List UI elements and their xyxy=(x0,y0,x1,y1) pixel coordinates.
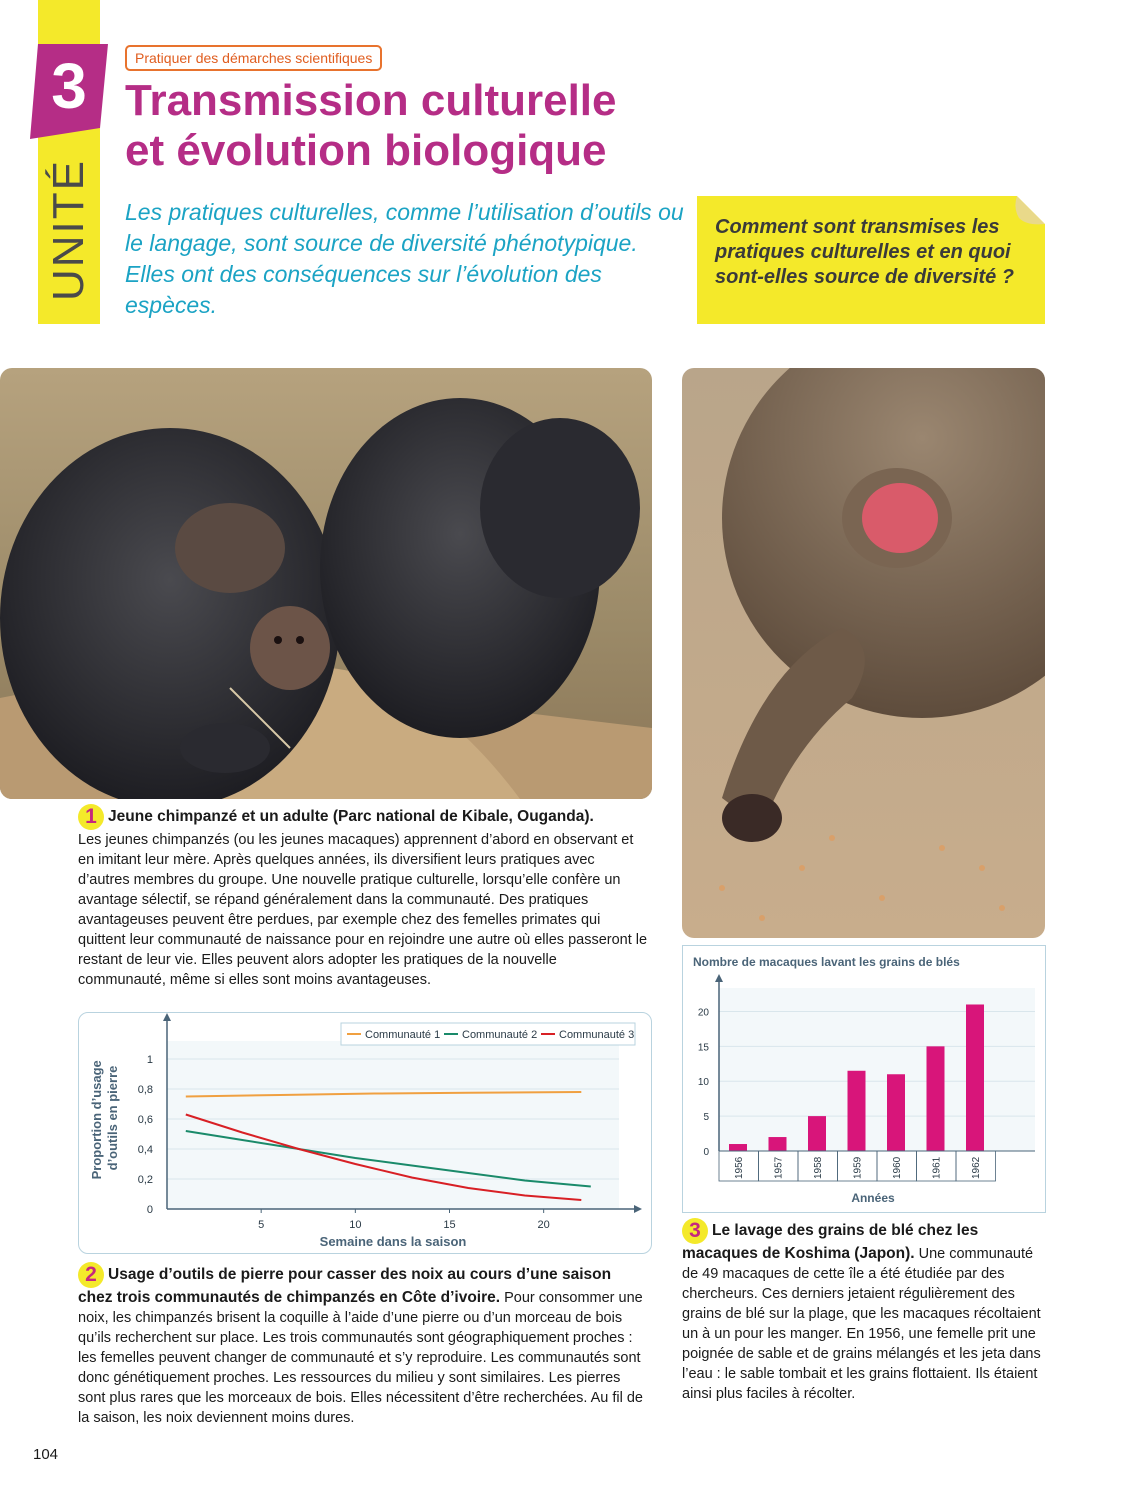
line-chart-ytick-label: 0,8 xyxy=(137,1084,153,1096)
line-chart xyxy=(79,1013,651,1253)
intro-text: Les pratiques culturelles, comme l’utilisation d’outils ou le langage, sont source de diversité phénotypique. Elles ont des conséquences sur l’évolution des espèces. xyxy=(125,199,684,318)
section-tag: Pratiquer des démarches scientifiques xyxy=(125,45,382,71)
page-title xyxy=(125,76,685,176)
bar-chart-category-label: 1962 xyxy=(971,1156,982,1179)
bar-chart-bar xyxy=(769,1137,787,1151)
line-chart-ytick-label: 1 xyxy=(146,1054,153,1066)
line-chart-frame xyxy=(78,1012,652,1254)
bar-chart-category-label: 1960 xyxy=(892,1156,903,1179)
bar-chart-ytick-label: 15 xyxy=(697,1042,709,1054)
doc2-body: Pour consommer une noix, les chimpanzés brisent la coquille à l’aide d’une pierre ou d’un morceau de bois qu’ils recherchent sur place. Les trois communautés sont géographiquement proches : les femelles peuvent changer de communauté et s’y reproduire. Les communautés sont donc génétiquement proches. Les ressources du milieu y sont similaires. Les pierres sont plus rares que les morceaux de bois. Elles nécessitent d’être recherchées. Au fil de la saison, les noix deviennent moins dures. xyxy=(78,1290,643,1426)
unit-number: 3 xyxy=(51,50,87,122)
doc1-body: Les jeunes chimpanzés (ou les jeunes macaques) apprennent d’abord en observant et en imitant leur mère. Après quelques années, ils diversifient leurs pratiques avec d’autres membres du groupe. Une nouvelle pratique culturelle, lorsqu’elle confère un avantage sélectif, se répand généralement dans la communauté. Des pratiques avantageuses peuvent être perdues, par exemple chez des femelles primates qui quittent leur communauté de naissance pour en rejoindre une autre où elles passeront le restant de leur vie. Elles peuvent alors adopter les pratiques de la nouvelle communauté, même si elles sont moins avantageuses. xyxy=(78,832,648,988)
chimpanzee-photo xyxy=(0,368,652,799)
title-line-2: et évolution biologique xyxy=(125,126,607,175)
bar-chart-title: Nombre de macaques lavant les grains de blés xyxy=(693,955,960,969)
bar-chart-category-label: 1959 xyxy=(852,1156,864,1179)
line-chart-ytick-label: 0 xyxy=(146,1204,153,1216)
bar-chart-bar xyxy=(848,1071,866,1151)
line-chart-xtick-label: 20 xyxy=(537,1219,550,1231)
bar-chart-ytick-label: 20 xyxy=(697,1007,709,1019)
bar-chart-bar xyxy=(729,1144,747,1151)
bar-chart-category-label: 1958 xyxy=(813,1156,824,1179)
doc2-number: 2 xyxy=(78,1262,104,1288)
bar-chart-bar xyxy=(927,1046,945,1151)
bar-chart-xlabel: Années xyxy=(851,1191,895,1205)
doc3-title: Le lavage des grains de blé chez les macaques de Koshima (Japon). xyxy=(682,1221,979,1262)
line-chart-xtick-label: 15 xyxy=(443,1219,456,1231)
doc1-number: 1 xyxy=(78,804,104,830)
line-chart-ytick-label: 0,6 xyxy=(137,1114,153,1126)
line-chart-xtick-label: 10 xyxy=(349,1219,362,1231)
bar-chart-ytick-label: 0 xyxy=(703,1147,709,1158)
bar-chart-bar xyxy=(887,1074,905,1151)
doc1-title: Jeune chimpanzé et un adulte (Parc national de Kibale, Ouganda). xyxy=(108,807,594,825)
key-question: Comment sont transmises les pratiques culturelles et en quoi sont-elles source de diversité ? xyxy=(715,216,1014,288)
doc2-caption xyxy=(78,1262,648,1428)
page-number: 104 xyxy=(33,1446,59,1463)
line-chart-xlabel: Semaine dans la saison xyxy=(319,1234,467,1249)
legend-label: Communauté 2 xyxy=(462,1029,538,1041)
bar-chart-ytick-label: 5 xyxy=(703,1112,709,1124)
legend-label: Communauté 3 xyxy=(559,1029,635,1041)
bar-chart-frame xyxy=(682,945,1046,1213)
unit-label: UNITÉ xyxy=(44,159,93,301)
bar-chart-category-label: 1956 xyxy=(734,1156,745,1179)
doc1-caption xyxy=(78,804,648,990)
macaque-photo xyxy=(682,368,1045,938)
line-chart-ylabel: Proportion d’usage d’outils en pierre xyxy=(89,1060,120,1180)
bar-chart-bar xyxy=(808,1116,826,1151)
doc3-caption xyxy=(682,1218,1042,1404)
line-chart-ytick-label: 0,2 xyxy=(137,1174,153,1186)
line-chart-ytick-label: 0,4 xyxy=(137,1144,153,1156)
bar-chart-category-label: 1957 xyxy=(773,1156,785,1179)
bar-chart-category-label: 1961 xyxy=(931,1156,943,1179)
title-line-1: Transmission culturelle xyxy=(125,76,617,125)
bar-chart xyxy=(683,946,1045,1212)
bar-chart-bar xyxy=(966,1004,984,1151)
doc3-body: Une communauté de 49 macaques de cette île a été étudiée par des chercheurs. Ces derniers jetaient régulièrement des grains de blé sur la plage, que les macaques récoltaient un à un pour les manger. En 1956, une femelle prit une poignée de sable et de grains mélangés et les jeta dans l’eau : le sable tombait et les grains flottaient. Ils étaient ainsi plus faciles à récolter. xyxy=(682,1246,1041,1402)
bar-chart-ytick-label: 10 xyxy=(697,1077,709,1089)
doc2-title: Usage d’outils de pierre pour casser des noix au cours d’une saison chez trois communautés de chimpanzés en Côte d’ivoire. xyxy=(78,1265,612,1306)
legend-label: Communauté 1 xyxy=(365,1029,441,1041)
doc3-number: 3 xyxy=(682,1218,708,1244)
line-chart-xtick-label: 5 xyxy=(258,1219,265,1231)
